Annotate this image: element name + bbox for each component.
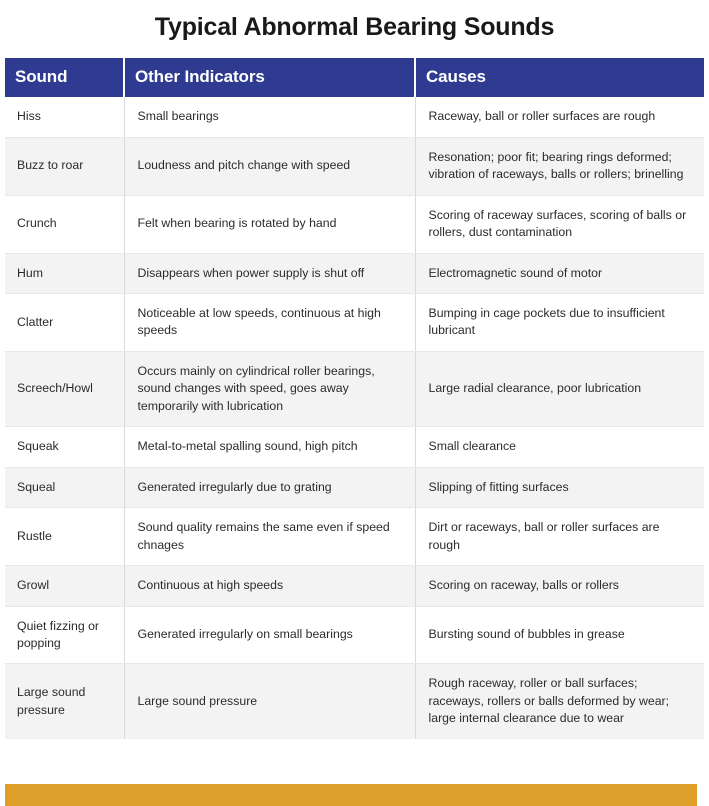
table-header [5,58,704,97]
table-row [5,253,704,293]
cell-sound: Growl [5,566,124,606]
cell-sound: Hum [5,253,124,293]
column-header-other-indicators: Other Indicators [124,58,415,97]
cell-other-indicators: Continuous at high speeds [124,566,415,606]
cell-causes: Rough raceway, roller or ball surfaces; raceways, rollers or balls deformed by wear; large internal clearance due to wear [415,664,704,739]
table-row [5,508,704,566]
cell-causes: Resonation; poor fit; bearing rings deformed; vibration of raceways, balls or rollers; brinelling [415,137,704,195]
cell-other-indicators: Generated irregularly on small bearings [124,606,415,664]
table-row [5,97,704,137]
column-header-sound: Sound [5,58,124,97]
cell-causes: Electromagnetic sound of motor [415,253,704,293]
cell-sound: Large sound pressure [5,664,124,739]
table-row [5,293,704,351]
cell-causes: Raceway, ball or roller surfaces are rough [415,97,704,137]
table-row [5,664,704,739]
abnormal-bearing-sounds-table [5,58,704,739]
cell-other-indicators: Noticeable at low speeds, continuous at high speeds [124,293,415,351]
cell-other-indicators: Felt when bearing is rotated by hand [124,195,415,253]
accent-bottom-bar [5,784,697,806]
cell-sound: Squeak [5,427,124,467]
cell-other-indicators: Generated irregularly due to grating [124,467,415,507]
cell-sound: Quiet fizzing or popping [5,606,124,664]
cell-other-indicators: Disappears when power supply is shut off [124,253,415,293]
table-container [5,58,704,739]
cell-sound: Rustle [5,508,124,566]
cell-causes: Small clearance [415,427,704,467]
cell-other-indicators: Large sound pressure [124,664,415,739]
cell-other-indicators: Metal-to-metal spalling sound, high pitch [124,427,415,467]
cell-other-indicators: Small bearings [124,97,415,137]
cell-sound: Buzz to roar [5,137,124,195]
cell-causes: Slipping of fitting surfaces [415,467,704,507]
table-row [5,566,704,606]
cell-causes: Scoring on raceway, balls or rollers [415,566,704,606]
table-row [5,137,704,195]
table-body [5,97,704,739]
cell-causes: Bursting sound of bubbles in grease [415,606,704,664]
column-header-causes: Causes [415,58,704,97]
table-row [5,195,704,253]
table-row [5,606,704,664]
cell-causes: Large radial clearance, poor lubrication [415,351,704,426]
page-title: Typical Abnormal Bearing Sounds [154,13,555,41]
cell-sound: Hiss [5,97,124,137]
cell-sound: Clatter [5,293,124,351]
cell-sound: Screech/Howl [5,351,124,426]
cell-other-indicators: Occurs mainly on cylindrical roller bearings, sound changes with speed, goes away temporarily with lubrication [124,351,415,426]
cell-other-indicators: Loudness and pitch change with speed [124,137,415,195]
cell-causes: Dirt or raceways, ball or roller surfaces are rough [415,508,704,566]
cell-other-indicators: Sound quality remains the same even if speed chnages [124,508,415,566]
header-row [5,58,704,97]
cell-causes: Bumping in cage pockets due to insufficient lubricant [415,293,704,351]
cell-sound: Crunch [5,195,124,253]
table-row [5,427,704,467]
cell-causes: Scoring of raceway surfaces, scoring of balls or rollers, dust contamination [415,195,704,253]
table-row [5,351,704,426]
cell-sound: Squeal [5,467,124,507]
table-row [5,467,704,507]
